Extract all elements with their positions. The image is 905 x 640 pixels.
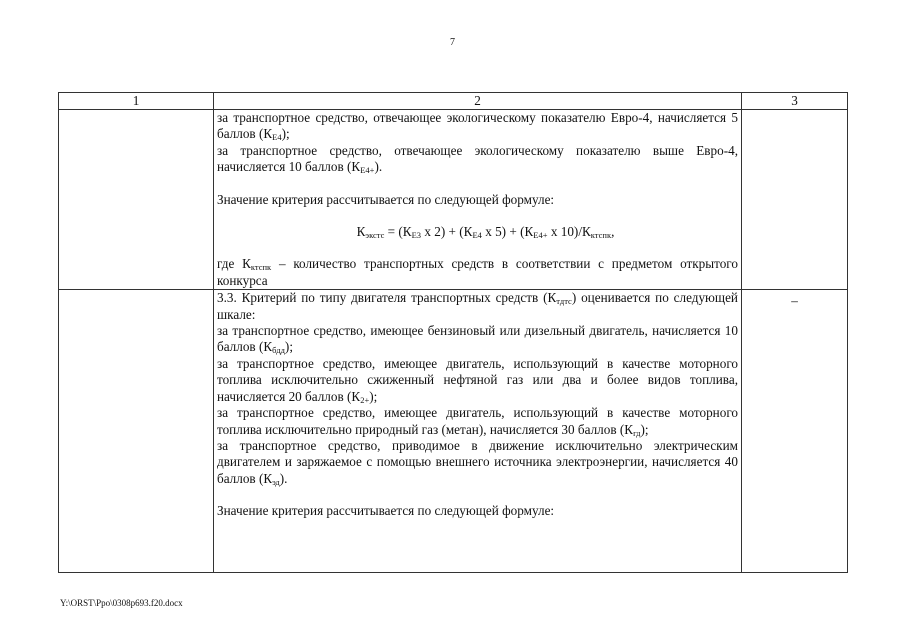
row1-col1 [59,110,214,290]
table-header-row [59,93,848,110]
formula-definition: где $К_{ктспк}$ – количество транспортных средств в соответствии с предметом открытого конкурса [217,256,738,288]
formula-intro-2: Значение критерия рассчитывается по следующей формуле: [217,503,555,519]
petrol-diesel-paragraph: за транспортное средство, имеющее бензиновый или дизельный двигатель, начисляется 10 баллов $(К_{бдд})$; [217,323,738,356]
file-path-footer: Y:\ORST\Ppo\0308p693.f20.docx [60,598,183,608]
eco-class-formula: $К_{экстс} = (К_{Е3}$ х $2) + (К_{Е4}$ х $5) + (К_{Е4+}$ х $10)/К_{ктспк}$, [356,224,615,241]
page-number: 7 [450,37,455,48]
row2-col1 [59,290,214,573]
row2-col3: – [742,290,848,573]
euro4-paragraph: за транспортное средство, отвечающее экологическому показателю Евро-4, начисляется 5 баллов $(К_{Е4})$; [217,110,738,143]
table-row-engine-criteria [59,290,848,573]
engine-criterion-intro: 3.3. Критерий по типу двигателя транспортных средств $(К_{тдтс})$ оценивается по следующей шкале: [217,290,738,322]
euro4-plus-paragraph: за транспортное средство, отвечающее экологическому показателю выше Евро-4, начисляется 10 баллов $(К_{Е4+})$. [217,142,738,176]
column-header-3: 3 [742,93,848,110]
column-header-2: 2 [214,93,742,110]
lpg-paragraph: за транспортное средство, имеющее двигатель, использующий в качестве моторного топлива исключительно сжиженный нефтяной газ или два и более видов топлива, начисляется 20 баллов $(К_{2+})$; [217,355,738,405]
row1-col3 [742,110,848,290]
formula-intro: Значение критерия рассчитывается по следующей формуле: [217,191,555,207]
electric-paragraph: за транспортное средство, приводимое в движение исключительно электрическим двигателем и заряжаемое с помощью внешнего источника электроэнергии, начисляется 40 баллов $(К_{эд})$. [217,437,738,487]
table-row-euro-criteria [59,110,848,290]
natural-gas-paragraph: за транспортное средство, имеющее двигатель, использующий в качестве моторного топлива исключительно природный газ (метан), начисляется 30 баллов $(К_{гд})$; [217,405,738,438]
row2-col2 [214,290,742,573]
row1-col2 [214,110,742,290]
column-header-1: 1 [59,93,214,110]
criteria-table [58,92,848,573]
